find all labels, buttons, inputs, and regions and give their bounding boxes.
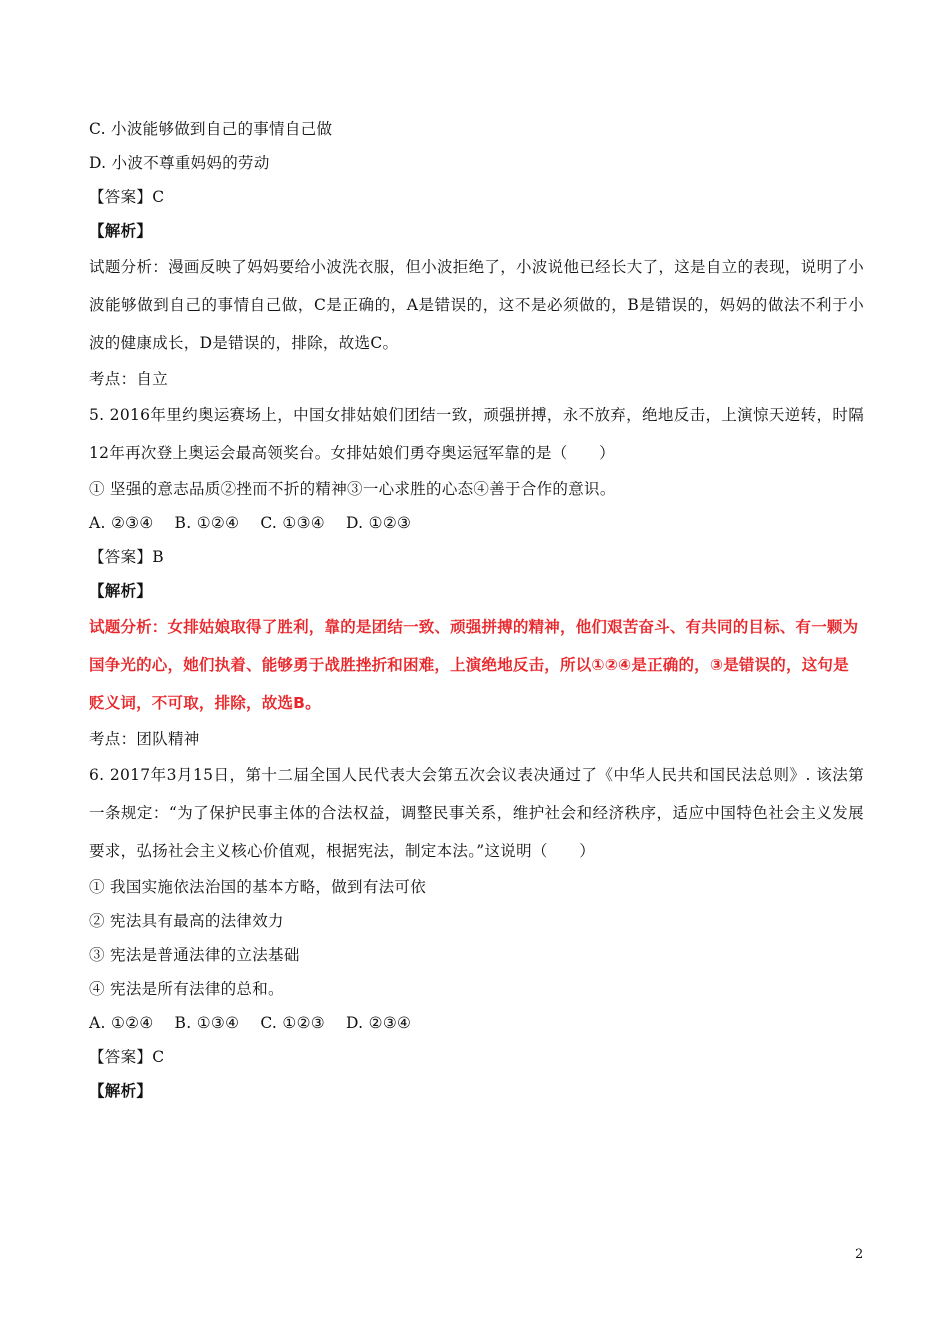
q4-option-d: D. 小波不尊重妈妈的劳动 (89, 154, 270, 172)
q5-answer: 【答案】B (89, 548, 164, 566)
q4-analysis-label: 【解析】 (89, 221, 153, 240)
q5-analysis-label: 【解析】 (89, 581, 153, 600)
q6-statement-1: ① 我国实施依法治国的基本方略，做到有法可依 (89, 878, 427, 896)
page-number: 2 (855, 1247, 864, 1262)
q4-answer: 【答案】C (89, 188, 165, 206)
q6-statement-3: ③ 宪法是普通法律的立法基础 (89, 946, 300, 964)
q5-analysis: 试题分析：女排姑娘取得了胜利，靠的是团结一致、顽强拼搏的精神，他们艰苦奋斗、有共同的目标、有一颗为国争光的心，她们执着、能够勇于战胜挫折和困难，上演绝地反击，所以①②④是正确的，③是错误的，这句是贬义词，不可取，排除，故选B。 (89, 618, 859, 712)
q5-statements: ① 坚强的意志品质②挫而不折的精神③一心求胜的心态④善于合作的意识。 (89, 480, 616, 498)
page-content (89, 112, 864, 1108)
q6-answer: 【答案】C (89, 1048, 165, 1066)
q5-kaodian: 考点：团队精神 (89, 730, 200, 748)
q6-statement-4: ④ 宪法是所有法律的总和。 (89, 980, 284, 998)
q6-statement-2: ② 宪法具有最高的法律效力 (89, 912, 284, 930)
q6-stem: 6. 2017年3月15日，第十二届全国人民代表大会第五次会议表决通过了《中华人民共和国民法总则》. 该法第一条规定：“为了保护民事主体的合法权益，调整民事关系，维护社会和经济秩序，适应中国特色社会主义发展要求，弘扬社会主义核心价值观，根据宪法，制定本法。”这说明（ ） (89, 766, 864, 860)
q5-options: A. ②③④ B. ①②④ C. ①③④ D. ①②③ (89, 514, 412, 532)
q4-analysis: 试题分析：漫画反映了妈妈要给小波洗衣服，但小波拒绝了，小波说他已经长大了，这是自立的表现，说明了小波能够做到自己的事情自己做，C是正确的，A是错误的，这不是必须做的，B是错误的，妈妈的做法不利于小波的健康成长，D是错误的，排除，故选C。 (89, 258, 864, 352)
q6-analysis-label: 【解析】 (89, 1081, 153, 1100)
q6-options: A. ①②④ B. ①③④ C. ①②③ D. ②③④ (89, 1014, 412, 1032)
q4-kaodian: 考点：自立 (89, 370, 169, 388)
q5-stem: 5. 2016年里约奥运赛场上，中国女排姑娘们团结一致，顽强拼搏，永不放弃，绝地反击，上演惊天逆转，时隔12年再次登上奥运会最高领奖台。女排姑娘们勇夺奥运冠军靠的是（ ） (89, 406, 864, 462)
q4-option-c: C. 小波能够做到自己的事情自己做 (89, 120, 333, 138)
